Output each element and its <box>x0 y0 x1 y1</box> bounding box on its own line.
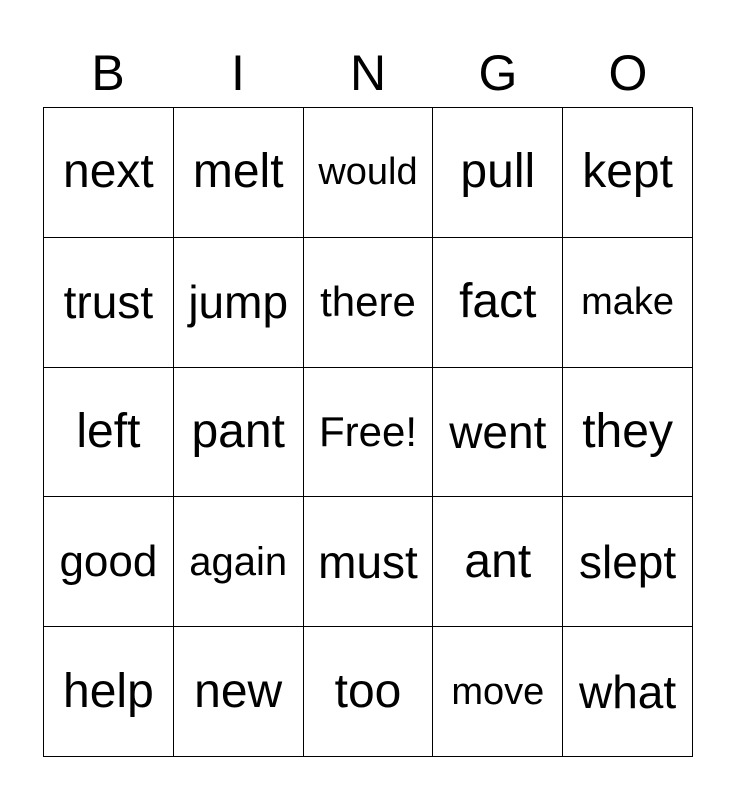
bingo-cell-r2-c0[interactable]: left <box>44 368 174 498</box>
bingo-cell-r4-c2[interactable]: too <box>304 627 434 757</box>
bingo-cell-r1-c2[interactable]: there <box>304 238 434 368</box>
bingo-cell-r3-c4[interactable]: slept <box>563 497 693 627</box>
bingo-cell-r3-c0[interactable]: good <box>44 497 174 627</box>
bingo-cell-r1-c0[interactable]: trust <box>44 238 174 368</box>
bingo-cell-r3-c3[interactable]: ant <box>433 497 563 627</box>
bingo-cell-r0-c3[interactable]: pull <box>433 108 563 238</box>
header-letter-i: I <box>231 45 245 101</box>
bingo-cell-r1-c1[interactable]: jump <box>174 238 304 368</box>
bingo-cell-r4-c3[interactable]: move <box>433 627 563 757</box>
bingo-cell-r1-c4[interactable]: make <box>563 238 693 368</box>
bingo-cell-r2-c3[interactable]: went <box>433 368 563 498</box>
bingo-cell-r0-c1[interactable]: melt <box>174 108 304 238</box>
header-letter-b: B <box>91 45 125 101</box>
header-letter-o: O <box>608 45 648 101</box>
bingo-cell-r1-c3[interactable]: fact <box>433 238 563 368</box>
bingo-cell-r0-c4[interactable]: kept <box>563 108 693 238</box>
bingo-cell-r3-c2[interactable]: must <box>304 497 434 627</box>
bingo-cell-r0-c0[interactable]: next <box>44 108 174 238</box>
bingo-cell-r2-c4[interactable]: they <box>563 368 693 498</box>
bingo-cell-r0-c2[interactable]: would <box>304 108 434 238</box>
bingo-cell-r4-c1[interactable]: new <box>174 627 304 757</box>
bingo-cell-r2-c2[interactable]: Free! <box>304 368 434 498</box>
header-letter-g: G <box>478 45 518 101</box>
bingo-cell-r3-c1[interactable]: again <box>174 497 304 627</box>
bingo-cell-r4-c0[interactable]: help <box>44 627 174 757</box>
header-letter-n: N <box>349 45 387 101</box>
bingo-header <box>43 40 693 106</box>
bingo-cell-r2-c1[interactable]: pant <box>174 368 304 498</box>
bingo-cell-r4-c4[interactable]: what <box>563 627 693 757</box>
bingo-board <box>43 107 693 757</box>
